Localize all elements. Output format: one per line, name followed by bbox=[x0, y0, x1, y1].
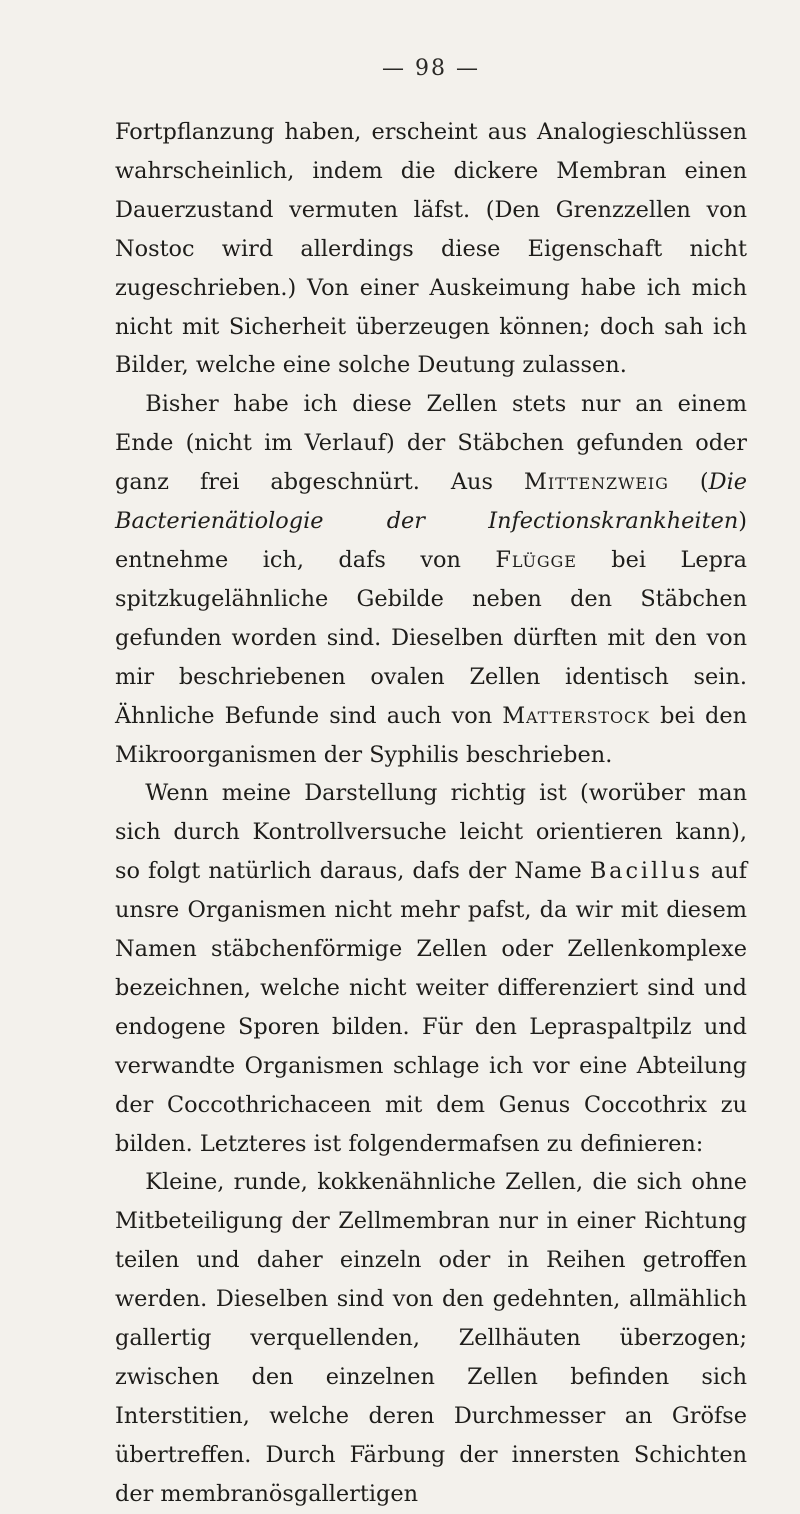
body-text bbox=[115, 113, 747, 1514]
text-run: Wenn meine Darstellung richtig ist (worüber man sich durch Kontrollversuche leicht orientieren kann), so folgt natürlich daraus, dafs der Name bbox=[115, 780, 747, 885]
paragraph bbox=[115, 385, 747, 774]
text-run: ( bbox=[668, 469, 709, 496]
genus-name: Bacillus bbox=[589, 858, 703, 885]
text-run: bei Lepra spitzkugelähnliche Gebilde neben den Stäbchen gefunden worden sind. Dieselben dürften mit den von mir beschriebenen ovalen Zellen identisch sein. Ähnliche Befunde sind auch von bbox=[115, 546, 747, 729]
author-name: Mittenzweig bbox=[524, 469, 669, 496]
text-run: Bisher habe ich diese Zellen stets nur an einem Ende (nicht im Verlauf) der Stäbchen gefunden oder ganz frei abgeschnürt. Aus bbox=[115, 391, 747, 496]
author-name: Matterstock bbox=[502, 702, 651, 729]
text-run: Fortpflanzung haben, erscheint aus Analogieschlüssen wahrscheinlich, indem die dickere Membran einen Dauerzustand vermuten läfst. (Den Grenzzellen von Nostoc wird allerdings diese Eigenschaft nicht zugeschrieben.) Von einer Auskeimung habe ich mich nicht mit Sicherheit überzeugen können; doch sah ich Bilder, welche eine solche Deutung zulassen. bbox=[115, 119, 747, 379]
book-title: Die Bacterienätiologie der Infectionskrankheiten bbox=[115, 469, 747, 535]
paragraph bbox=[115, 113, 747, 385]
author-name: Flügge bbox=[495, 546, 577, 573]
paragraph bbox=[115, 1163, 747, 1513]
text-run: ) entnehme ich, dafs von bbox=[115, 508, 747, 573]
text-run: bei den Mikroorganismen der Syphilis beschrieben. bbox=[115, 702, 747, 768]
page-number: — 98 — bbox=[382, 56, 480, 81]
text-run: Kleine, runde, kokkenähnliche Zellen, die sich ohne Mitbeteiligung der Zellmembran nur in einer Richtung teilen und daher einzeln oder in Reihen getroffen werden. Dieselben sind von den gedehnten, allmählich gallertig verquellenden, Zellhäuten überzogen; zwischen den einzelnen Zellen befinden sich Interstitien, welche deren Durchmesser an Gröfse übertreffen. Durch Färbung der innersten Schichten der membranösgallertigen bbox=[115, 1169, 747, 1507]
text-run: auf unsre Organismen nicht mehr pafst, da wir mit diesem Namen stäbchenförmige Zellen oder Zellenkomplexe bezeichnen, welche nicht weiter differenziert sind und endogene Sporen bilden. Für den Lepraspaltpilz und verwandte Organismen schlage ich vor eine Abteilung der Coccothrichaceen mit dem Genus Coccothrix zu bilden. Letzteres ist folgendermafsen zu definieren: bbox=[115, 858, 747, 1157]
paragraph bbox=[115, 774, 747, 1163]
